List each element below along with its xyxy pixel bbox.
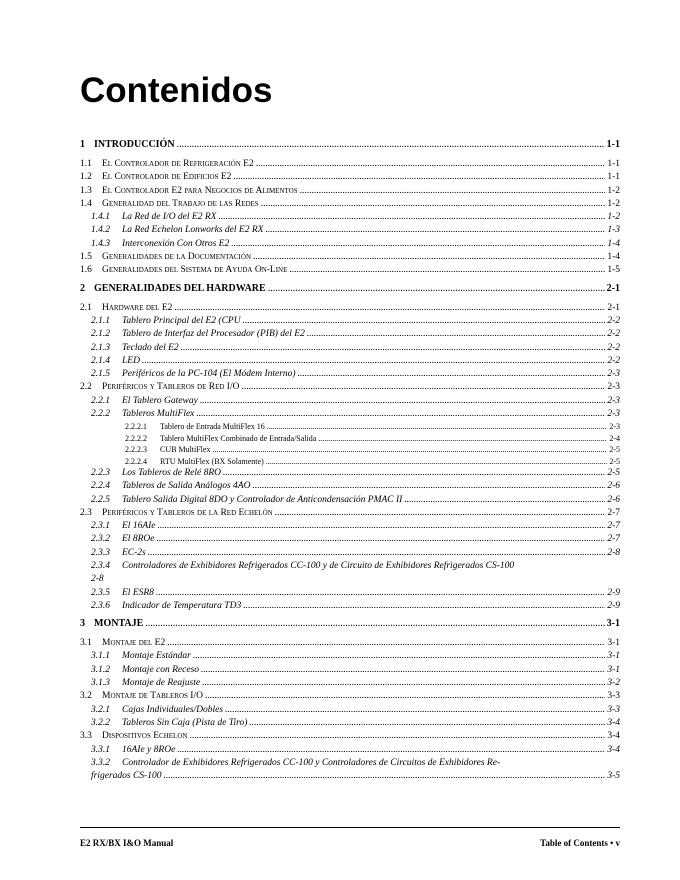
toc-entry-number: 2.2.2.1 xyxy=(125,422,147,432)
toc-entry-title: El 16AIe xyxy=(122,521,156,532)
toc-entry-title: El Controlador de Refrigeración E2 xyxy=(102,159,254,169)
toc-leader-dots xyxy=(268,282,605,296)
toc-entry-title: Tableros Sin Caja (Pista de Tiro) xyxy=(122,717,248,728)
toc-entry-number: 2.3 xyxy=(80,507,92,518)
toc-leader-dots xyxy=(249,717,605,730)
toc-entry-page: 2-6 xyxy=(607,481,620,492)
toc-entry-number: 1 xyxy=(80,139,85,150)
toc-entry-title: Generalidades de la Documentación xyxy=(102,252,251,263)
toc-leader-dots xyxy=(163,770,605,783)
toc-entry[interactable] xyxy=(80,224,620,237)
toc-leader-dots xyxy=(202,677,605,690)
toc-entry-page: 2-3 xyxy=(607,382,620,393)
toc-entry-page: 1-2 xyxy=(607,198,620,209)
toc-entry-page: 3-5 xyxy=(607,771,620,782)
toc-leader-dots xyxy=(243,315,606,328)
toc-leader-dots xyxy=(156,533,605,546)
toc-entry-page: 2-4 xyxy=(609,433,620,443)
toc-entry-page: 2-3 xyxy=(607,369,620,380)
toc-entry[interactable] xyxy=(80,315,620,328)
toc-leader-dots xyxy=(167,637,605,650)
toc-leader-dots xyxy=(265,224,605,237)
toc-leader-dots xyxy=(256,158,606,171)
toc-leader-dots xyxy=(253,251,605,264)
toc-leader-dots xyxy=(233,171,605,184)
toc-entry-page: 2-1 xyxy=(606,282,620,294)
toc-leader-dots xyxy=(201,664,605,677)
toc-leader-dots xyxy=(261,198,606,211)
toc-entry-number: 3.1.3 xyxy=(91,678,110,689)
toc-leader-dots xyxy=(298,368,606,381)
toc-entry[interactable] xyxy=(80,533,620,546)
toc-entry-title: El ESR8 xyxy=(122,587,154,598)
toc-entry[interactable] xyxy=(80,467,620,480)
toc-entry-page: 2-2 xyxy=(607,329,620,340)
footer-divider xyxy=(80,827,620,828)
toc-entry-page: 2-8 xyxy=(607,547,620,558)
toc-leader-dots xyxy=(193,650,605,663)
toc-entry-page: 1-3 xyxy=(607,225,620,236)
toc-entry[interactable] xyxy=(80,185,620,198)
toc-leader-dots xyxy=(158,520,606,533)
toc-entry-number: 2.3.3 xyxy=(91,547,110,558)
toc-entry-page: 2-3 xyxy=(607,409,620,420)
toc-entry-number: 2.2.2.3 xyxy=(125,445,147,455)
toc-entry[interactable] xyxy=(80,637,620,650)
toc-entry-page: 2-3 xyxy=(607,395,620,406)
toc-leader-dots xyxy=(267,421,608,432)
toc-leader-dots xyxy=(300,185,606,198)
toc-entry[interactable] xyxy=(80,328,620,341)
toc-entry[interactable] xyxy=(80,677,620,690)
toc-entry-number: 2.3.6 xyxy=(91,600,110,611)
toc-entry-number: 2.2 xyxy=(80,382,92,393)
toc-entry[interactable] xyxy=(80,251,620,264)
toc-entry[interactable] xyxy=(80,456,620,467)
toc-leader-dots xyxy=(243,600,605,613)
toc-entry[interactable] xyxy=(80,547,620,560)
toc-entry-page: 1-2 xyxy=(607,212,620,223)
toc-entry-number: 3.1.1 xyxy=(91,651,110,662)
toc-entry-title: Indicador de Temperatura TD3 xyxy=(122,600,242,611)
toc-entry[interactable] xyxy=(80,560,620,573)
toc-entry-number: 2 xyxy=(80,282,85,294)
toc-entry-page: 3-1 xyxy=(607,664,620,675)
toc-entry-page: 2-5 xyxy=(609,445,620,455)
toc-entry-number: 2.3.1 xyxy=(91,521,110,532)
toc-entry[interactable] xyxy=(80,158,620,171)
toc-leader-dots xyxy=(266,456,608,467)
toc-entry-page: 2-2 xyxy=(607,355,620,366)
toc-entry[interactable] xyxy=(80,238,620,251)
toc-chapter[interactable] xyxy=(80,138,620,158)
toc-leader-dots xyxy=(252,480,605,493)
toc-leader-dots xyxy=(177,744,605,757)
toc-entry-number: 2.1.4 xyxy=(91,355,110,366)
toc-entry-number: 3.3.2 xyxy=(91,757,110,768)
toc-entry-number: 1.2 xyxy=(80,172,92,183)
toc-entry[interactable] xyxy=(80,198,620,211)
toc-leader-dots xyxy=(145,617,604,631)
toc-entry-page: 3-3 xyxy=(607,704,620,715)
toc-entry-number: 1.1 xyxy=(80,159,92,169)
toc-leader-dots xyxy=(275,507,606,520)
toc-entry-title: Montaje de Reajuste xyxy=(122,678,201,689)
toc-entry[interactable] xyxy=(80,408,620,421)
toc-entry[interactable] xyxy=(80,507,620,520)
toc-entry[interactable] xyxy=(80,342,620,355)
toc-entry-title: El Controlador de Edificios E2 xyxy=(102,172,232,183)
toc-entry-title: EC-2s xyxy=(122,547,146,558)
toc-entry[interactable] xyxy=(80,211,620,224)
toc-entry-number: 2.2.1 xyxy=(91,395,110,406)
toc-entry-title: Controlador de Exhibidores Refrigerados CC-100 y Controladores de Circuitos de Exhibidores Re- xyxy=(122,757,501,768)
toc-entry-title: Tableros MultiFlex xyxy=(122,409,195,420)
toc-entry[interactable] xyxy=(80,730,620,743)
toc-leader-dots xyxy=(212,444,607,455)
toc-entry-page: 2-3 xyxy=(609,422,620,432)
toc-entry-number: 2.3.4 xyxy=(91,560,110,571)
toc-entry-number: 3.2.1 xyxy=(91,704,110,715)
toc-entry[interactable] xyxy=(80,264,620,277)
toc-entry-title: 16AIe y 8ROe xyxy=(122,744,176,755)
toc-entry[interactable] xyxy=(80,600,620,613)
toc-entry-title: El 8ROe xyxy=(122,534,155,545)
toc-entry-title: Periféricos y Tableros de Red I/O xyxy=(102,382,240,393)
toc-entry-number: 3.3.1 xyxy=(91,744,110,755)
toc-leader-dots xyxy=(231,238,605,251)
toc-leader-dots xyxy=(218,211,605,224)
toc-entry[interactable] xyxy=(80,302,620,315)
toc-entry[interactable] xyxy=(80,355,620,368)
toc-entry-title: La Red Echelon Lonworks del E2 RX xyxy=(122,225,264,236)
toc-entry[interactable] xyxy=(80,520,620,533)
toc-entry-title: Generalidad del Trabajo de las Redes xyxy=(102,198,259,209)
toc-entry-title: Tableros de Salida Análogos 4AO xyxy=(122,481,251,492)
footer-manual-name: E2 RX/BX I&O Manual xyxy=(80,838,174,848)
toc-entry-page: 2-9 xyxy=(607,600,620,611)
toc-entry-page: 2-2 xyxy=(607,315,620,326)
toc-entry-continuation[interactable] xyxy=(80,770,620,783)
toc-entry[interactable] xyxy=(80,421,620,432)
toc-entry-page: 3-1 xyxy=(607,651,620,662)
toc-entry-continuation[interactable] xyxy=(80,573,620,586)
toc-entry[interactable] xyxy=(80,480,620,493)
toc-entry[interactable] xyxy=(80,433,620,444)
toc-entry-title: LED xyxy=(122,355,140,366)
toc-entry-number: 3.3 xyxy=(80,731,92,742)
toc-entry-page: 1-4 xyxy=(607,252,620,263)
toc-leader-dots xyxy=(181,342,606,355)
toc-entry-number: 1.3 xyxy=(80,185,92,196)
toc-entry-page: 1-1 xyxy=(607,172,620,183)
toc-entry-number: 1.5 xyxy=(80,252,92,263)
toc-entry-title: Montaje con Receso xyxy=(122,664,200,675)
toc-entry[interactable] xyxy=(80,494,620,507)
toc-entry-number: 2.2.5 xyxy=(91,494,110,505)
toc-entry-number: 3.2.2 xyxy=(91,717,110,728)
toc-entry[interactable] xyxy=(80,704,620,717)
toc-entry[interactable] xyxy=(80,690,620,703)
toc-entry-number: 2.1 xyxy=(80,302,92,313)
toc-chapter[interactable] xyxy=(80,282,620,302)
toc-entry-page: 1-2 xyxy=(607,185,620,196)
toc-leader-dots xyxy=(241,381,605,394)
toc-leader-dots xyxy=(225,704,605,717)
toc-entry-page: 3-4 xyxy=(607,717,620,728)
toc-entry-title: Generalidades del Sistema de Ayuda On-Line xyxy=(102,265,288,276)
toc-entry-number: 3.1 xyxy=(80,638,92,649)
toc-leader-dots xyxy=(142,355,605,368)
toc-entry-title: CUB MultiFlex xyxy=(160,445,211,455)
toc-entry[interactable] xyxy=(80,757,620,770)
toc-entry-title: Cajas Individuales/Dobles xyxy=(122,704,224,715)
toc-entry-page: 3-2 xyxy=(607,678,620,689)
toc-entry-number: 2.1.1 xyxy=(91,315,110,326)
toc-entry-number: 2.2.3 xyxy=(91,467,110,478)
toc-entry-page: 2-9 xyxy=(607,587,620,598)
toc-entry-page: 3-4 xyxy=(607,731,620,742)
toc-entry-page: 3-4 xyxy=(607,744,620,755)
toc-entry-title: Tablero de Entrada MultiFlex 16 xyxy=(160,422,265,432)
toc-leader-dots xyxy=(289,264,605,277)
toc-entry-number: 2.3.5 xyxy=(91,587,110,598)
toc-leader-dots xyxy=(177,138,605,152)
toc-entry-title: Hardware del E2 xyxy=(102,302,173,313)
toc-entry-number: 2.1.3 xyxy=(91,342,110,353)
toc-entry[interactable] xyxy=(80,444,620,455)
toc-leader-dots xyxy=(196,408,605,421)
toc-entry[interactable] xyxy=(80,664,620,677)
toc-entry-title: Tablero de Interfaz del Procesador (PIB) del E2 xyxy=(122,329,305,340)
toc-entry-page: 2-5 xyxy=(607,467,620,478)
toc-entry-title: El Controlador E2 para Negocios de Alimentos xyxy=(102,185,298,196)
toc-leader-dots xyxy=(307,328,605,341)
page-title: Contenidos xyxy=(80,71,273,110)
toc-entry[interactable] xyxy=(80,171,620,184)
toc-entry-page: 1-1 xyxy=(606,139,620,150)
toc-entry-number: 2.2.4 xyxy=(91,481,110,492)
toc-entry-title: RTU MultiFlex (BX Solamente) xyxy=(160,456,264,466)
toc-entry-title: El Tablero Gateway xyxy=(122,395,198,406)
toc-entry-page: 1-1 xyxy=(607,159,620,169)
toc-entry-title: Tablero Principal del E2 (CPU xyxy=(122,315,241,326)
toc-leader-dots xyxy=(148,547,606,560)
toc-entry-number: 2.1.2 xyxy=(91,329,110,340)
table-of-contents xyxy=(80,138,620,783)
toc-entry-number: 3.2 xyxy=(80,691,92,702)
toc-entry-number: 2.2.2.4 xyxy=(125,456,147,466)
toc-entry-title: Tablero MultiFlex Combinado de Entrada/Salida xyxy=(160,433,317,443)
toc-leader-dots xyxy=(205,690,605,703)
toc-entry-title: GENERALIDADES DEL HARDWARE xyxy=(94,282,266,294)
toc-entry-title-cont: frigerados CS-100 xyxy=(91,771,162,782)
toc-entry-title: Periféricos y Tableros de la Red Echelón xyxy=(102,507,273,518)
toc-entry-page: 3-1 xyxy=(606,618,620,630)
toc-entry-number: 1.4 xyxy=(80,198,92,209)
toc-entry-page: 3-3 xyxy=(607,691,620,702)
toc-entry-number: 2.3.2 xyxy=(91,534,110,545)
toc-entry-title: Los Tableros de Relé 8RO xyxy=(122,467,222,478)
toc-entry-number: 2.2.2.2 xyxy=(125,433,147,443)
toc-entry-title: Tablero Salida Digital 8DO y Controlador de Anticondensación PMAC II xyxy=(122,494,403,505)
toc-chapter[interactable] xyxy=(80,617,620,637)
toc-entry-title: MONTAJE xyxy=(94,618,144,630)
toc-entry[interactable] xyxy=(80,395,620,408)
toc-entry-title: Montaje de Tableros I/O xyxy=(102,691,203,702)
toc-entry-page: 2-7 xyxy=(607,521,620,532)
toc-entry-page: 3-1 xyxy=(607,638,620,649)
toc-entry[interactable] xyxy=(80,368,620,381)
toc-entry-number: 2.1.5 xyxy=(91,369,110,380)
toc-entry[interactable] xyxy=(80,717,620,730)
toc-entry[interactable] xyxy=(80,650,620,663)
toc-entry[interactable] xyxy=(80,381,620,394)
toc-entry-page: 2-1 xyxy=(607,302,620,313)
toc-entry-page: 2-2 xyxy=(607,342,620,353)
toc-entry-number: 3 xyxy=(80,618,85,630)
toc-entry-title: Dispositivos Echelon xyxy=(102,731,188,742)
toc-entry[interactable] xyxy=(80,587,620,600)
toc-entry-number: 2.2.2 xyxy=(91,409,110,420)
toc-entry-title: La Red de I/O del E2 RX xyxy=(122,212,217,223)
toc-entry[interactable] xyxy=(80,744,620,757)
toc-leader-dots xyxy=(174,302,605,315)
toc-entry-page: 2-5 xyxy=(609,456,620,466)
toc-entry-number: 1.4.1 xyxy=(91,212,110,223)
toc-entry-number: 1.4.3 xyxy=(91,238,110,249)
toc-entry-page: 2-7 xyxy=(607,534,620,545)
toc-entry-page: 2-8 xyxy=(91,574,104,585)
toc-entry-title: Montaje Estándar xyxy=(122,651,191,662)
toc-entry-number: 1.4.2 xyxy=(91,225,110,236)
toc-entry-title: Interconexión Con Otros E2 xyxy=(122,238,230,249)
toc-entry-number: 1.6 xyxy=(80,265,92,276)
toc-leader-dots xyxy=(156,587,605,600)
toc-entry-page: 1-5 xyxy=(607,265,620,276)
toc-entry-title: Teclado del E2 xyxy=(122,342,179,353)
footer-page-label: Table of Contents • v xyxy=(540,838,620,848)
toc-entry-title: Montaje del E2 xyxy=(102,638,166,649)
toc-entry-title: Periféricos de la PC-104 (El Módem Interno) xyxy=(122,369,296,380)
toc-leader-dots xyxy=(223,467,605,480)
toc-entry-page: 2-7 xyxy=(607,507,620,518)
toc-entry-title: INTRODUCCIÓN xyxy=(94,139,175,150)
toc-leader-dots xyxy=(404,494,605,507)
toc-entry-page: 1-4 xyxy=(607,238,620,249)
toc-entry-number: 3.1.2 xyxy=(91,664,110,675)
toc-entry-title: Controladores de Exhibidores Refrigerados CC-100 y de Circuito de Exhibidores Refrigerados CS-100 xyxy=(122,560,515,571)
toc-leader-dots xyxy=(200,395,606,408)
toc-entry-page: 2-6 xyxy=(607,494,620,505)
toc-leader-dots xyxy=(318,433,607,444)
toc-leader-dots xyxy=(189,730,605,743)
